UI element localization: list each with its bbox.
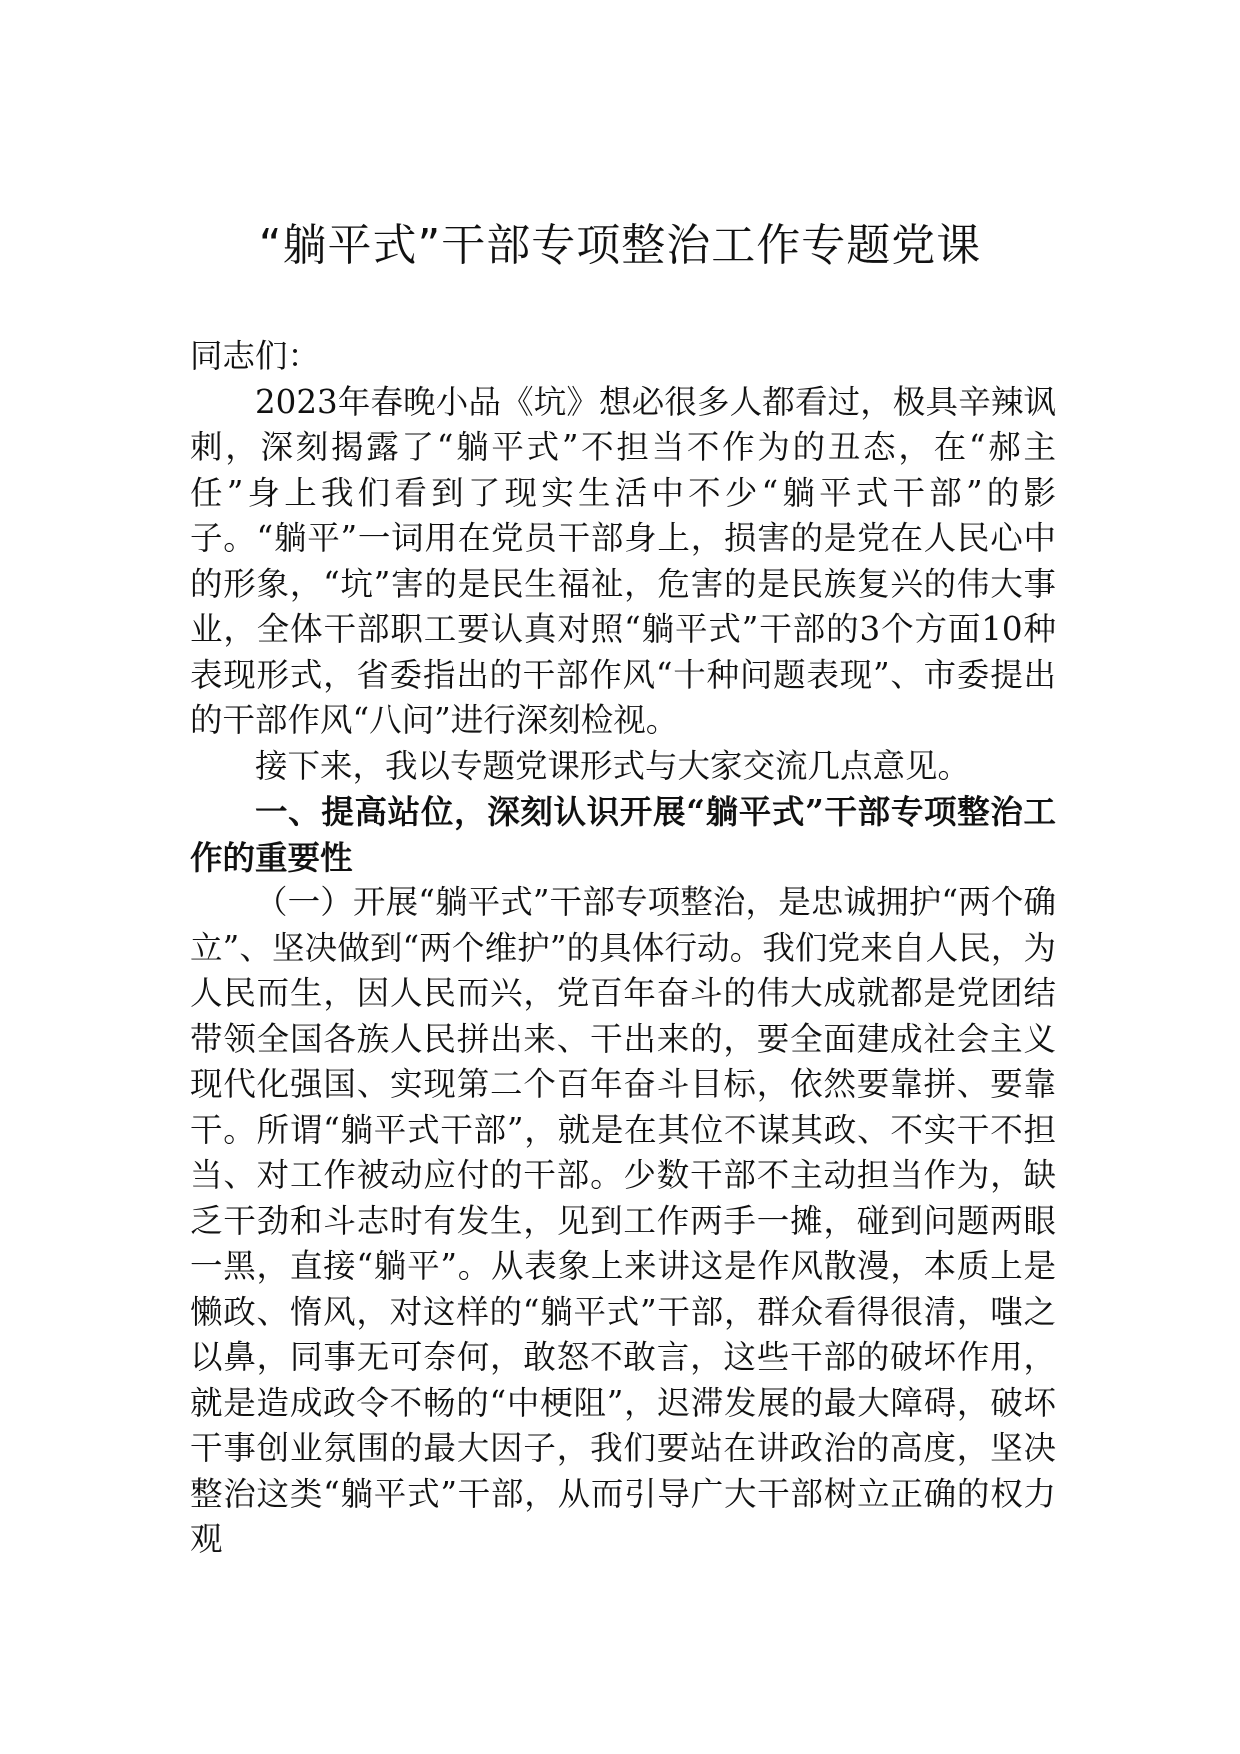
intro-paragraph: 2023年春晚小品《坑》想必很多人都看过，极具辛辣讽刺，深刻揭露了“躺平式”不担当不作为的丑态，在“郝主任”身上我们看到了现实生活中不少“躺平式干部”的影子。“躺平”一词用在党员干部身上，损害的是党在人民心中的形象，“坑”害的是民生福祉，危害的是民族复兴的伟大事业，全体干部职工要认真对照“躺平式”干部的3个方面10种表现形式，省委指出的干部作风“十种问题表现”、市委提出的干部作风“八问”进行深刻检视。 [190,382,1056,739]
salutation: 同志们： [190,337,321,375]
document-title: “躺平式”干部专项整治工作专题党课 [258,220,982,271]
section-heading: 一、提高站位，深刻认识开展“躺平式”干部专项整治工作的重要性 [190,792,1056,877]
section-paragraph: （一）开展“躺平式”干部专项整治，是忠诚拥护“两个确立”、坚决做到“两个维护”的具体行动。我们党来自人民，为人民而生，因人民而兴，党百年奋斗的伟大成就都是党团结带领全国各族人民拼出来、干出来的，要全面建成社会主义现代化强国、实现第二个百年奋斗目标，依然要靠拼、要靠干。所谓“躺平式干部”，就是在其位不谋其政、不实干不担当、对工作被动应付的干部。少数干部不主动担当作为，缺乏干劲和斗志时有发生，见到工作两手一摊，碰到问题两眼一黑，直接“躺平”。从表象上来讲这是作风散漫，本质上是懒政、惰风，对这样的“躺平式”干部，群众看得很清，嗤之以鼻，同事无可奈何，敢怒不敢言，这些干部的破坏作用，就是造成政令不畅的“中梗阻”，迟滞发展的最大障碍，破坏干事创业氛围的最大因子，我们要站在讲政治的高度，坚决整治这类“躺平式”干部，从而引导广大干部树立正确的权力观 [190,883,1056,1558]
transition-paragraph: 接下来，我以专题党课形式与大家交流几点意见。 [255,746,971,785]
document-body [190,334,1056,1563]
